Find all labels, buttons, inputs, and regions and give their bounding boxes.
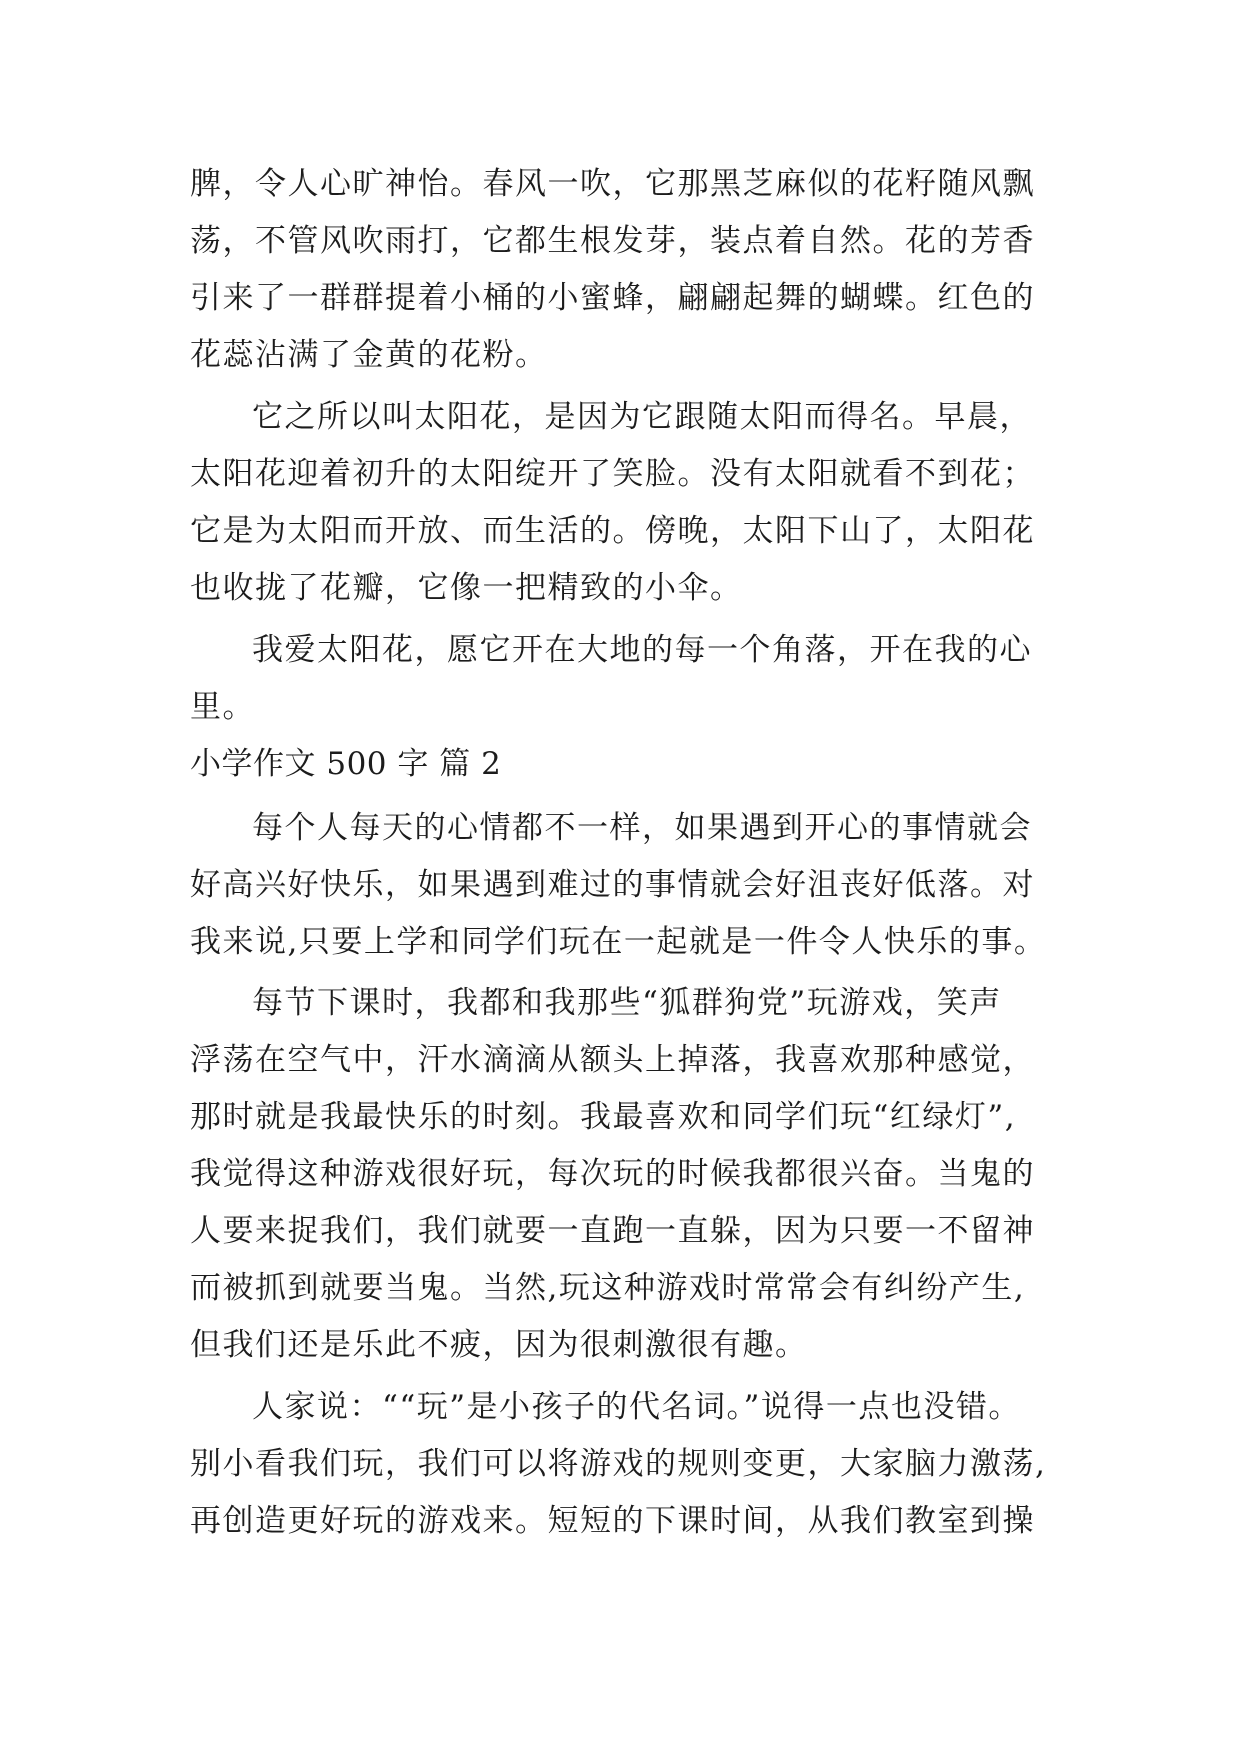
text-line: 而被抓到就要当鬼。当然,玩这种游戏时常常会有纠纷产生, [190,1270,1026,1306]
text-line: 花蕊沾满了金黄的花粉。 [190,337,548,373]
paragraph-first-line: 我爱太阳花，愿它开在大地的每一个角落，开在我的心 [252,632,1032,668]
text-line: 人要来捉我们，我们就要一直跑一直躲，因为只要一不留神 [190,1213,1035,1249]
text-line: 荡，不管风吹雨打，它都生根发芽，装点着自然。花的芳香 [190,223,1035,259]
paragraph-first-line: 它之所以叫太阳花，是因为它跟随太阳而得名。早晨， [252,399,1032,435]
text-line: 太阳花迎着初升的太阳绽开了笑脸。没有太阳就看不到花； [190,456,1035,492]
text-line: 它是为太阳而开放、而生活的。傍晚，太阳下山了，太阳花 [190,513,1035,549]
paragraph-first-line: 人家说：““玩”是小孩子的代名词。”说得一点也没错。 [252,1389,1021,1425]
text-line: 别小看我们玩，我们可以将游戏的规则变更，大家脑力激荡, [190,1446,1047,1482]
paragraph-first-line: 每节下课时，我都和我那些“狐群狗党”玩游戏，笑声 [252,985,1002,1021]
paragraph-first-line: 每个人每天的心情都不一样，如果遇到开心的事情就会 [252,810,1032,846]
text-line: 里。 [190,689,255,725]
text-line: 引来了一群群提着小桶的小蜜蜂，翩翩起舞的蝴蝶。红色的 [190,280,1035,316]
text-line: 那时就是我最快乐的时刻。我最喜欢和同学们玩“红绿灯”, [190,1099,1017,1135]
text-line: 脾，令人心旷神怡。春风一吹，它那黑芝麻似的花籽随风飘 [190,166,1035,202]
text-line: 我觉得这种游戏很好玩，每次玩的时候我都很兴奋。当鬼的 [190,1156,1035,1192]
text-line: 但我们还是乐此不疲，因为很刺激很有趣。 [190,1327,808,1363]
text-line: 浮荡在空气中，汗水滴滴从额头上掉落，我喜欢那种感觉， [190,1042,1035,1078]
text-line: 再创造更好玩的游戏来。短短的下课时间，从我们教室到操 [190,1503,1035,1539]
text-line: 好高兴好快乐，如果遇到难过的事情就会好沮丧好低落。对 [190,867,1035,903]
section-heading: 小学作文 500 字 篇 2 [190,746,502,782]
text-line: 我来说,只要上学和同学们玩在一起就是一件令人快乐的事。 [190,924,1047,960]
text-line: 也收拢了花瓣，它像一把精致的小伞。 [190,570,743,606]
